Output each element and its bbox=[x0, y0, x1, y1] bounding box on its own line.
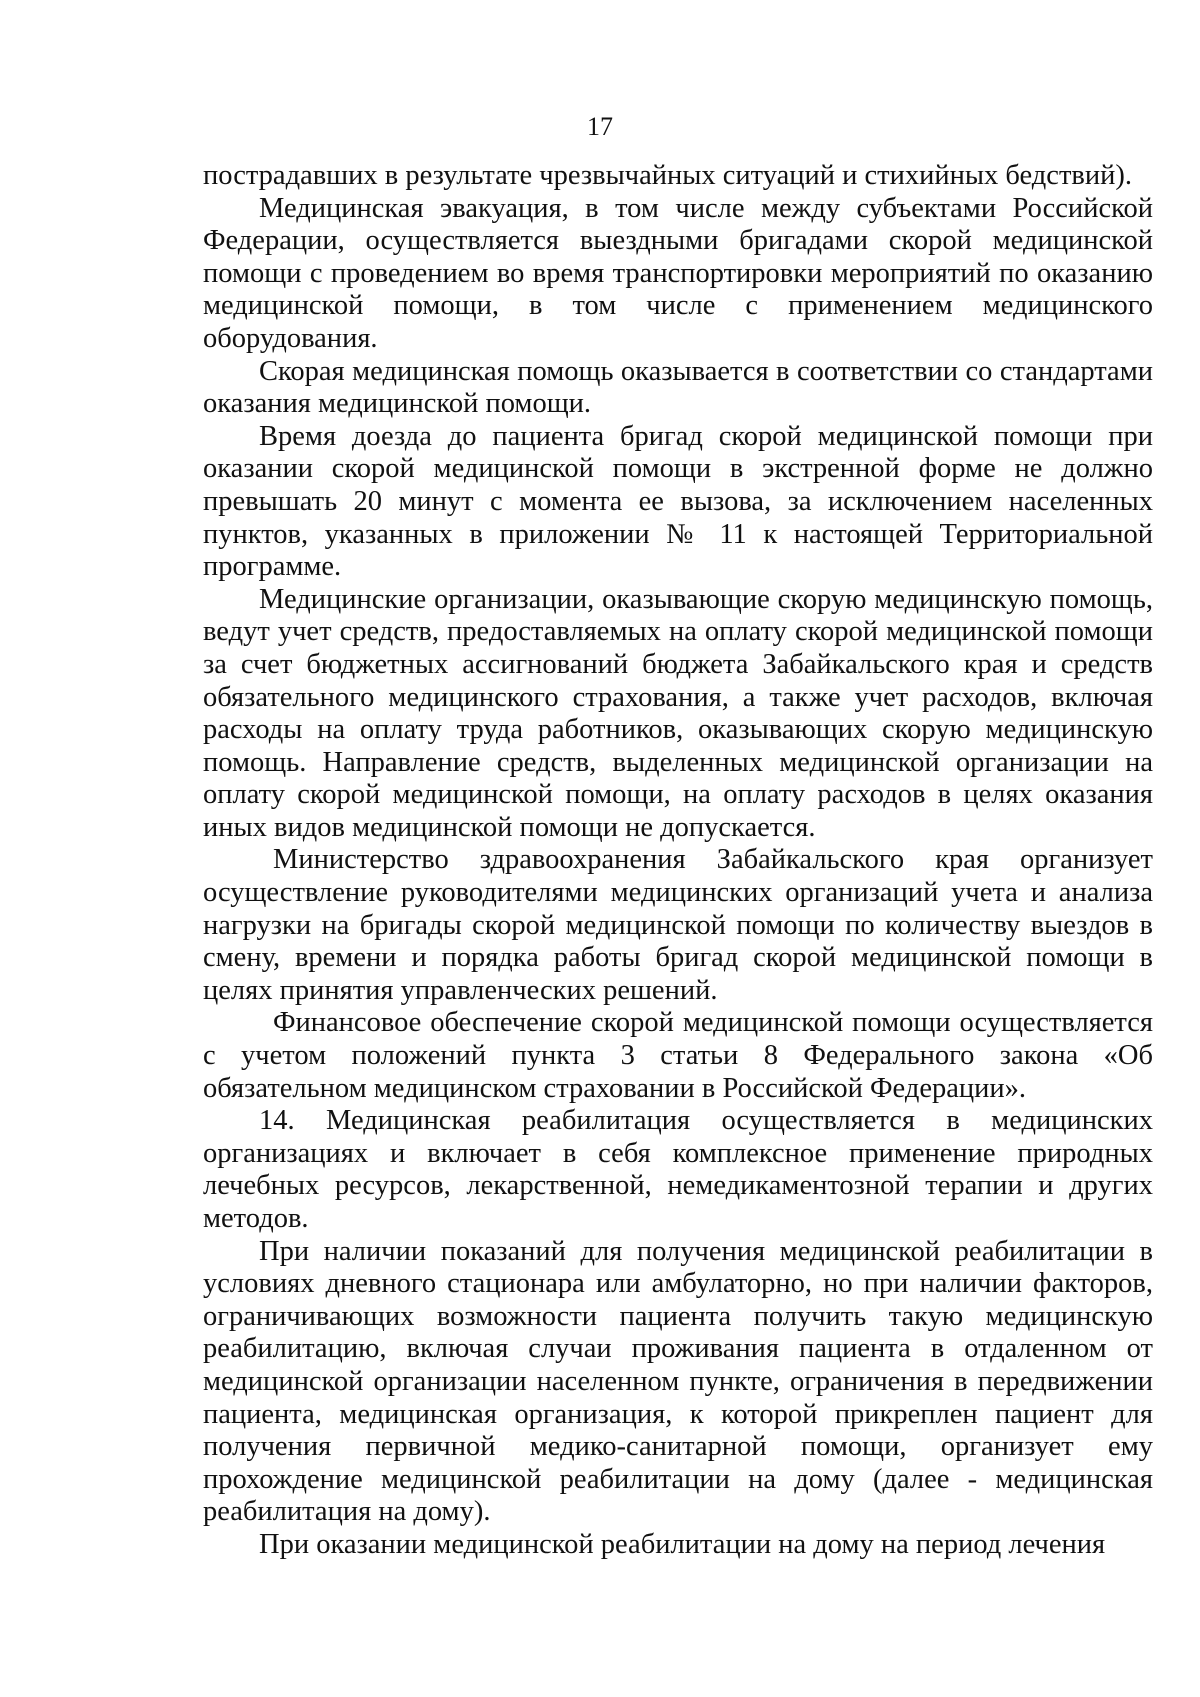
paragraph-ministry-analysis: Министерство здравоохранения Забайкальского края организует осуществление руководителями медицинских организаций учета и анализа нагрузки на бригады скорой медицинской помощи по количеству выездов в смену, времени и порядка работы бригад скорой медицинской помощи в целях принятия управленческих решений. bbox=[203, 844, 1153, 1006]
paragraph-continuation: пострадавших в результате чрезвычайных ситуаций и стихийных бедствий). bbox=[203, 160, 1132, 191]
paragraph-emergency-care-standards: Скорая медицинская помощь оказывается в соответствии со стандартами оказания медицинской помощи. bbox=[203, 355, 1153, 420]
paragraph-financing: Финансовое обеспечение скорой медицинской помощи осуществляется с учетом положений пункта 3 статьи 8 Федерального закона «Об обязательном медицинском страховании в Российской Федерации». bbox=[203, 1007, 1153, 1104]
paragraph-arrival-time: Время доезда до пациента бригад скорой медицинской помощи при оказании скорой медицинской помощи в экстренной форме не должно превышать 20 минут с момента ее вызова, за исключением населенных пунктов, указанных в приложении № 11 к настоящей Территориальной программе. bbox=[203, 420, 1153, 583]
paragraph-home-rehabilitation-period: При оказании медицинской реабилитации на дому на период лечения bbox=[259, 1528, 1106, 1560]
document-body bbox=[203, 160, 1153, 1562]
paragraph-accounting-of-funds: Медицинские организации, оказывающие скорую медицинскую помощь, ведут учет средств, предоставляемых на оплату скорой медицинской помощи за счет бюджетных ассигнований бюджета Забайкальского края и средств обязательного медицинского страхования, а также учет расходов, включая расходы на оплату труда работников, оказывающих скорую медицинскую помощь. Направление средств, выделенных медицинской организации на оплату скорой медицинской помощи, на оплату расходов в целях оказания иных видов медицинской помощи не допускается. bbox=[203, 583, 1153, 843]
paragraph-home-rehabilitation: При наличии показаний для получения медицинской реабилитации в условиях дневного стационара или амбулаторно, но при наличии факторов, ограничивающих возможности пациента получить такую медицинскую реабилитацию, включая случаи проживания пациента в отдаленном от медицинской организации населенном пункте, ограничения в передвижении пациента, медицинская организация, к которой прикреплен пациент для получения первичной медико-санитарной помощи, организует ему прохождение медицинской реабилитации на дому (далее - медицинская реабилитация на дому). bbox=[203, 1235, 1153, 1528]
page-number: 17 bbox=[587, 112, 613, 141]
paragraph-item-14-rehabilitation: 14. Медицинская реабилитация осуществляется в медицинских организациях и включает в себя комплексное применение природных лечебных ресурсов, лекарственной, немедикаментозной терапии и других методов. bbox=[203, 1105, 1153, 1234]
paragraph-medical-evacuation: Медицинская эвакуация, в том числе между субъектами Российской Федерации, осуществляется выездными бригадами скорой медицинской помощи с проведением во время транспортировки мероприятий по оказанию медицинской помощи, в том числе с применением медицинского оборудования. bbox=[203, 192, 1153, 354]
